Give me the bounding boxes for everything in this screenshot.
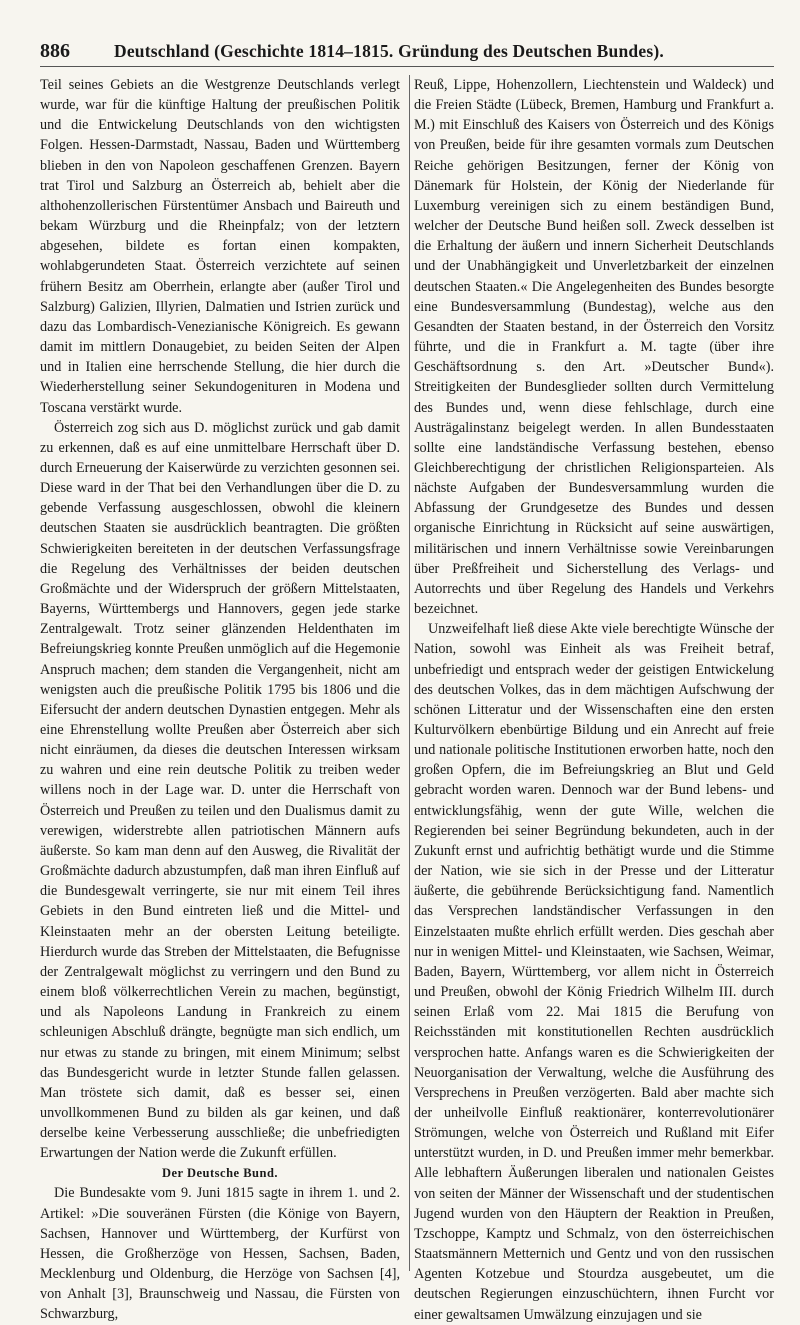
column-divider <box>409 75 410 1271</box>
page-number: 886 <box>40 40 70 62</box>
right-paragraph-1: Reuß, Lippe, Hohenzollern, Liechtenstein und Waldeck) und die Freien Städte (Lübeck, Bremen, Hamburg und Frankfurt a. M.) mit Einschluß des Kaisers von Österreich und des Königs von Preußen, beide für ihre gesamten vormals zum Deutschen Reiche gehörigen Besitzungen, ferner der König von Dänemark für Holstein, der König der Niederlande für Luxemburg vereinigen sich zu einem beständigen Bund, welcher der Deutsche Bund heißen soll. Zweck desselben ist die Erhaltung der äußern und innern Sicherheit Deutschlands und der Unabhängigkeit und Unverletzbarkeit der einzelnen deutschen Staaten.« Die Angelegenheiten des Bundes besorgte eine Bundesversammlung (Bundestag), welche aus den Gesandten der Staaten bestand, in der Österreich den Vorsitz führte, und die in Frankfurt a. M. tagte (über ihre Geschäftsordnung s. den Art. »Deutscher Bund«). Streitigkeiten der Bundesglieder sollten durch Vermittelung des Bundes und, wenn diese fehlschlage, durch eine Austrägalinstanz beigelegt werden. In allen Bundesstaaten sollte eine landständische Verfassung bestehen, ebenso Gleichberechtigung der christlichen Religionsparteien. Als nächste Aufgaben der Bundesversammlung wurden die Abfassung der Grundgesetze des Bundes und dessen organische Einrichtung in Rücksicht auf seine auswärtigen, militärischen und innern Verhältnisse sowie Vereinbarungen über Preßfreiheit und Sicherstellung des Verlags- und Autorrechts und über Regelung des Handels und Verkehrs bezeichnet. <box>414 77 774 618</box>
section-subheading: Der Deutsche Bund. <box>161 1166 279 1181</box>
right-column <box>414 75 774 1325</box>
left-paragraph-1: Teil seines Gebiets an die Westgrenze Deutschlands verlegt wurde, war für die künftige Haltung der preußischen Politik und die Entwickelung Deutschlands von den wichtigsten Folgen. Hessen-Darmstadt, Nassau, Baden und Württemberg blieben in den von Napoleon geschaffenen Grenzen. Bayern trat Tirol und Salzburg an Österreich ab, behielt aber die althohenzollerischen Fürstentümer Ansbach und Baireuth und bekam Würzburg und die Rheinpfalz; von der letztern abgesehen, bildete es fortan einen kompakten, wohlabgerundeten Staat. Österreich verzichtete auf seinen frühern Besitz am Oberrhein, erlangte aber (außer Tirol und Salzburg) Galizien, Illyrien, Dalmatien und Istrien zurück und dazu das Lombardisch-Venezianische Königreich. Es gewann damit im mittlern Donaugebiet, zu beiden Seiten der Alpen und in Italien eine herrschende Stellung, die hier durch die Wiederherstellung seiner Sekundogenituren in Modena und Toscana verstärkt wurde. <box>40 77 400 416</box>
left-paragraph-3: Die Bundesakte vom 9. Juni 1815 sagte in ihrem 1. und 2. Artikel: »Die souveränen Fürsten (die Könige von Bayern, Sachsen, Hannover und Württemberg, der Kurfürst von Hessen, die Großherzöge von Hessen, Sachsen, Baden, Mecklenburg und Oldenburg, die Herzöge von Sachsen [4], von Anhalt [3], Braunschweig und Nassau, die Fürsten von Schwarzburg, <box>40 1185 400 1323</box>
running-head: Deutschland (Geschichte 1814–1815. Gründung des Deutschen Bundes). <box>114 41 664 61</box>
left-paragraph-2: Österreich zog sich aus D. möglichst zurück und gab damit zu erkennen, daß es auf eine unmittelbare Herrschaft über D. durch Erneuerung der Kaiserwürde zu verzichten gesonnen sei. Diese ward in der That bei den Verhandlungen über die D. zu gebende Verfassung ausgeschlossen, obwohl die kleinern deutschen Staaten sie ausdrücklich beantragten. Die größten Schwierigkeiten bereiteten in der deutschen Verfassungsfrage die Regelung des Verhältnisses der beiden deutschen Großmächte und der Widerspruch der größern Mittelstaaten, Bayerns, Württembergs und Hannovers, gegen jede starke Zentralgewalt. Trotz seiner glänzenden Heldenthaten im Befreiungskrieg konnte Preußen unmöglich auf die Hegemonie Anspruch machen; dem standen die Vergangenheit, nicht am wenigsten auch die preußische Politik 1795 bis 1806 und die Eifersucht der andern deutschen Dynastien entgegen. Mehr als eine Ehrenstellung wollte Preußen aber Österreich aber sich nicht einräumen, da dieses die deutschen Interessen wirksam zu wahren und eine rein deutsche Politik zu treiben weder willens noch in der Lage war. D. unter die Herrschaft von Österreich und Preußen zu teilen und den Dualismus damit zu verewigen, widerstrebte allen patriotischen Männern aufs äußerste. So kam man denn auf den Ausweg, die Rivalität der Großmächte dadurch abzustumpfen, daß man ihren Einfluß auf die Bundesgewalt verringerte, sie nur mit einem Teil ihres Gebiets in den Bund eintreten ließ und die Mittel- und Kleinstaaten mehr an der obersten Leitung beteiligte. Hierdurch wurde das Streben der Mittelstaaten, die Befugnisse der Zentralgewalt möglichst zu verringern und den Bund zu einem bloß völkerrechtlichen Verein zu machen, begünstigt, und als Napoleons Landung in Frankreich zu einem schleunigen Abschluß drängte, begnügte man sich endlich, um nur etwas zu stande zu bringen, mit einem Minimum; selbst das Bundesgericht wurde in letzter Stunde fallen gelassen. Man tröstete sich damit, daß es besser sei, einen unvollkommenen Bund zu bilden als gar keinen, und daß derselbe keine Verbesserung ausschließe; die unbefriedigten Erwartungen der Nation werde die Zukunft erfüllen. <box>40 419 400 1162</box>
text-columns <box>40 75 774 1325</box>
right-paragraph-2: Unzweifelhaft ließ diese Akte viele berechtigte Wünsche der Nation, sowohl was Einheit als was Freiheit betraf, unbefriedigt und entsprach weder der geistigen Entwickelung des deutschen Volkes, das in dem mächtigen Aufschwung der schönen Litteratur und der Wissenschaften eine den ersten Kulturvölkern ebenbürtige Bildung und ein Anrecht auf freie und nationale politische Institutionen erworben hatte, noch den großen Opfern, die im Befreiungskrieg an Blut und Geld gebracht worden waren. Dennoch war der Bund lebens- und entwicklungsfähig, wenn der gute Wille, welchen die Regierenden bei seiner Begründung bekundeten, auch in der Zukunft ernst und aufrichtig bethätigt wurde und die Stimme der Nation, wie sie sich in der Presse und der Litteratur äußerte, die gebührende Berücksichtigung fand. Namentlich das Versprechen landständischer Verfassungen in den Einzelstaaten mußte ehrlich erfüllt werden. Dies geschah aber nur in wenigen Mittel- und Kleinstaaten, wie Sachsen, Weimar, Baden, Bayern, Württemberg, vor allem nicht in Österreich und Preußen, obwohl der König Friedrich Wilhelm III. durch seinen Erlaß vom 22. Mai 1815 die Berufung von Reichsständen mit konstitutionellen Rechten ausdrücklich versprochen hatte. Anfangs waren es die Schwierigkeiten der Neuorganisation der Verwaltung, welche die Ausführung des Versprechens in Preußen verzögerten. Bald aber machte sich der unheilvolle Einfluß reaktionärer, konterrevolutionärer Strömungen, welche von Österreich und Rußland mit Eifer unterstützt wurden, in D. und Preußen immer mehr bemerkbar. Alle lebhaftern Äußerungen liberalen und nationalen Geistes von seiten der Männer der Wissenschaft und der studentischen Jugend wurden von den Häuptern der Reaktion in Preußen, Tzschoppe, Kamptz und Schmalz, von den österreichischen Staatsmännern Metternich und Gentz und von den russischen Agenten Kotzebue und Stourdza ausgebeutet, um die deutschen Regierungen einzuschüchtern, ihnen Furcht vor einer gewaltsamen Umwälzung einzujagen und sie <box>414 621 774 1323</box>
left-column <box>40 75 400 1325</box>
page-header <box>40 40 774 67</box>
